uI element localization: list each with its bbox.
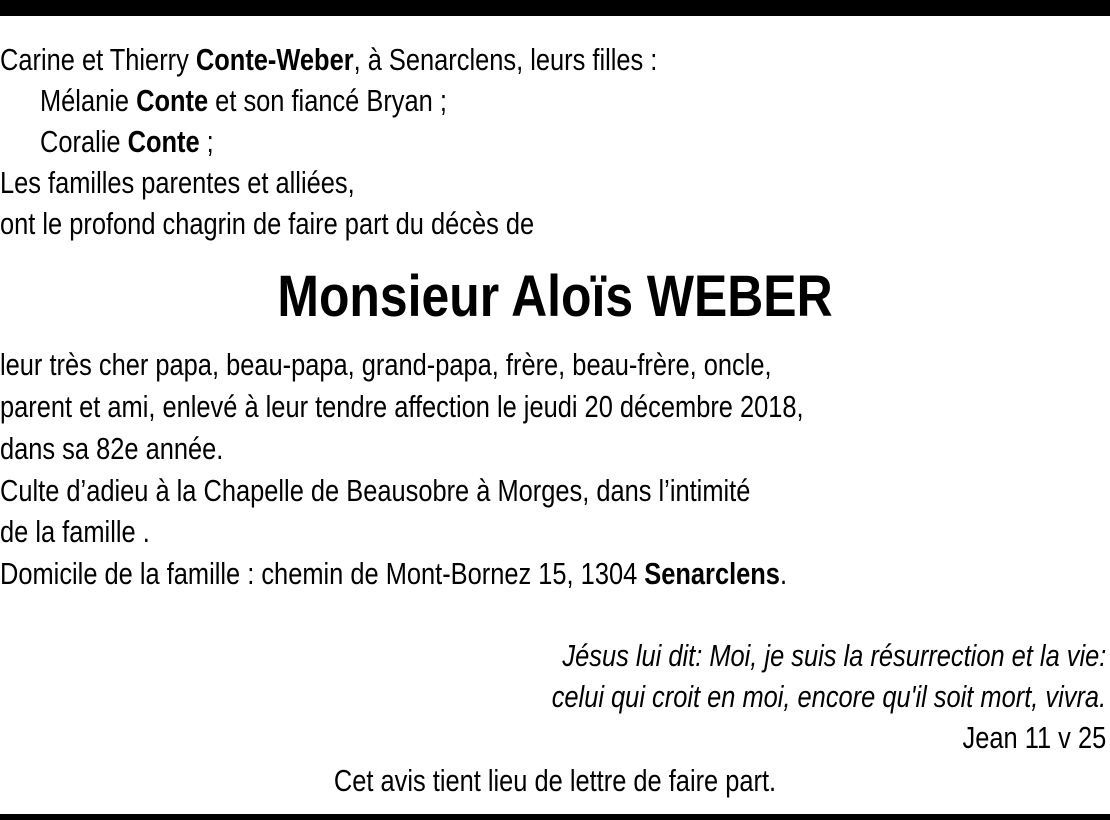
family-line-2 [40,81,447,121]
family-line-5: ont le profond chagrin de faire part du décès de [0,206,535,241]
family-line-1-rest: , à Senarclens, leurs filles : [353,42,658,77]
family-line-1-surname: Conte-Weber [195,42,354,77]
body-line-6-text: Domicile de la famille : chemin de Mont-Bornez 15, 1304 [0,556,645,591]
quote-reference: Jean 11 v 25 [962,720,1106,755]
family-line-3 [40,122,214,162]
body-line-3: dans sa 82e année. [0,431,224,466]
body-line-5: de la famille . [0,514,150,549]
quote-line-2: celui qui croit en moi, encore qu'il soit mort, vivra. [551,679,1106,714]
family-line-2-surname: Conte [136,83,209,118]
family-line-3-rest: ; [199,124,214,159]
bottom-border-rule [0,814,1110,820]
family-line-1-text: Carine et Thierry [0,42,196,77]
body-line-6-place: Senarclens [644,556,780,591]
family-line-3-surname: Conte [127,124,200,159]
family-line-2-text: Mélanie [40,83,137,118]
family-line-4: Les familles parentes et alliées, [0,165,355,200]
family-line-3-text: Coralie [40,124,128,159]
footer-note: Cet avis tient lieu de lettre de faire part. [333,763,777,798]
body-line-6-rest: . [779,556,788,591]
body-line-2: parent et ami, enlevé à leur tendre affection le jeudi 20 décembre 2018, [0,389,804,424]
quote-line-1: Jésus lui dit: Moi, je suis la résurrection et la vie: [562,638,1106,673]
top-border-rule [0,0,1110,16]
body-line-1: leur très cher papa, beau-papa, grand-papa, frère, beau-frère, oncle, [0,347,772,382]
family-line-1 [0,40,657,80]
deceased-name: Monsieur Aloïs WEBER [277,264,833,329]
body-line-4: Culte d’adieu à la Chapelle de Beausobre à Morges, dans l’intimité [0,473,751,508]
body-line-6 [0,554,787,594]
family-line-2-rest: et son fiancé Bryan ; [208,83,447,118]
